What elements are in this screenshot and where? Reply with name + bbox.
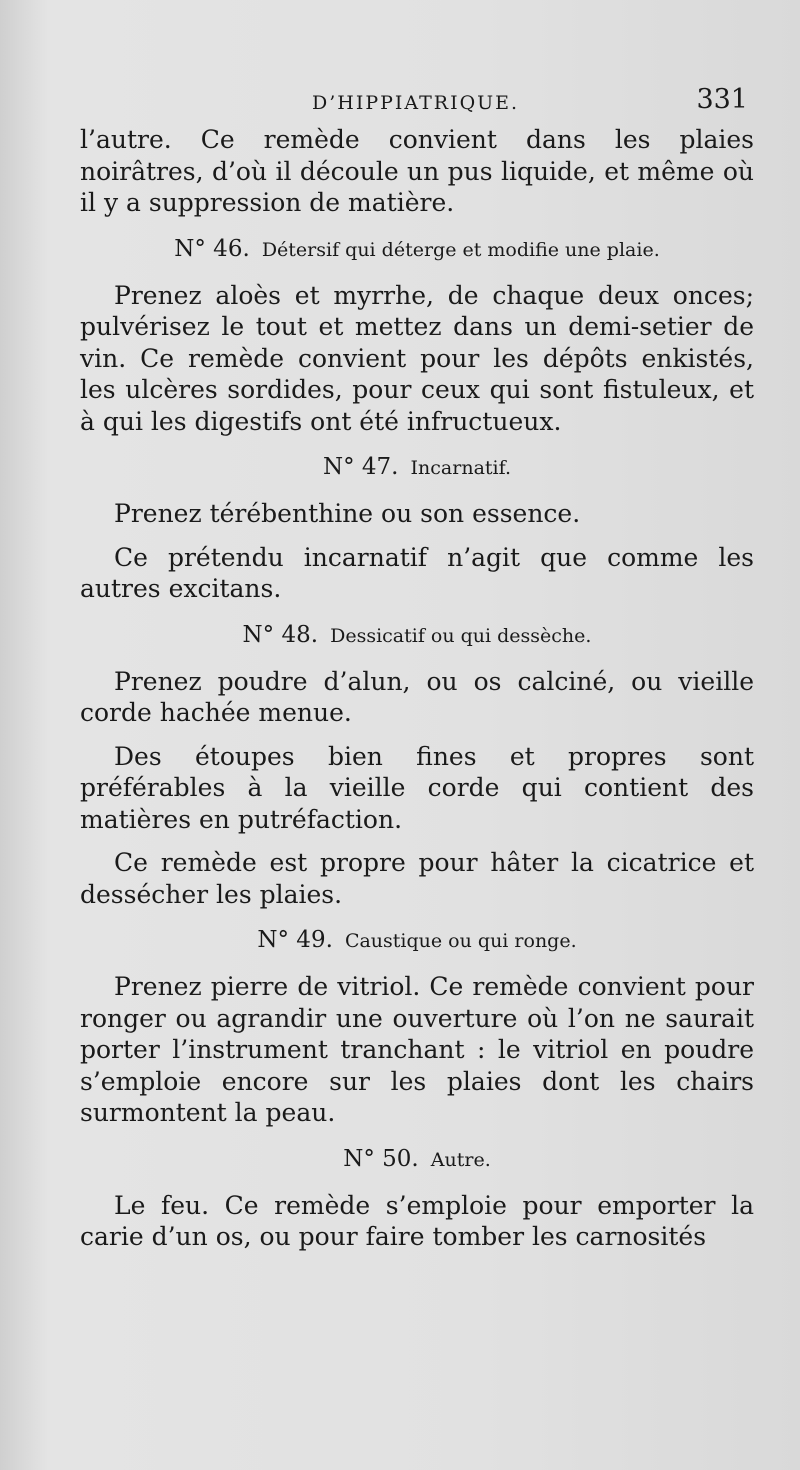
recipe-title: Caustique ou qui ronge. (344, 930, 577, 952)
recipe-heading-49 (80, 926, 754, 955)
paragraph-continued: l’autre. Ce remède convient dans les plaies noirâtres, d’où il découle un pus liquide, et même où il y a suppression de matière. (80, 125, 754, 217)
recipe-title: Détersif qui déterge et modifie une plaie. (261, 238, 660, 261)
recipe-heading-50 (80, 1145, 754, 1174)
recipe-heading-46 (80, 235, 754, 264)
recipe-heading-48 (80, 621, 754, 650)
paragraph: Prenez aloès et myrrhe, de chaque deux onces; pulvérisez le tout et mettez dans un demi-setier de vin. Ce remède convient pour les dépôts enkistés, les ulcères sordides, pour ceux qui sont fistuleux, et à qui les digestifs ont été infructueux. (80, 280, 754, 436)
paragraph: Prenez poudre d’alun, ou os calciné, ou vieille corde hachée menue. (80, 666, 754, 727)
paragraph: Prenez térébenthine ou son essence. (114, 499, 581, 528)
paragraph: Ce remède est propre pour hâter la cicatrice et dessécher les plaies. (80, 848, 754, 909)
paragraph: Ce prétendu incarnatif n’agit que comme les autres excitans. (80, 542, 754, 603)
page-header (80, 84, 754, 124)
recipe-number: N° 50. (343, 1145, 419, 1172)
paragraph: Prenez pierre de vitriol. Ce remède convient pour ronger ou agrandir une ouverture où l’on ne saurait porter l’instrument tranchant : le vitriol en poudre s’emploie encore sur les plaies dont les chairs surmontent la peau. (80, 972, 754, 1127)
recipe-title: Dessicatif ou qui dessèche. (330, 624, 592, 647)
paragraph: Des étoupes bien fines et propres sont préférables à la vieille corde qui contient des matières en putréfaction. (80, 741, 754, 834)
recipe-number: N° 48. (242, 621, 319, 648)
recipe-number: N° 47. (322, 454, 399, 480)
recipe-title: Incarnatif. (410, 457, 512, 479)
recipe-number: N° 46. (174, 235, 250, 262)
recipe-heading-47 (80, 453, 754, 482)
recipe-number: N° 49. (257, 927, 333, 953)
paragraph: Le feu. Ce remède s’emploie pour emporter la carie d’un os, ou pour faire tomber les carnosités (80, 1190, 754, 1251)
recipe-title: Autre. (430, 1148, 491, 1171)
page-number: 331 (696, 84, 748, 115)
running-head: D’HIPPIATRIQUE. (312, 92, 520, 114)
